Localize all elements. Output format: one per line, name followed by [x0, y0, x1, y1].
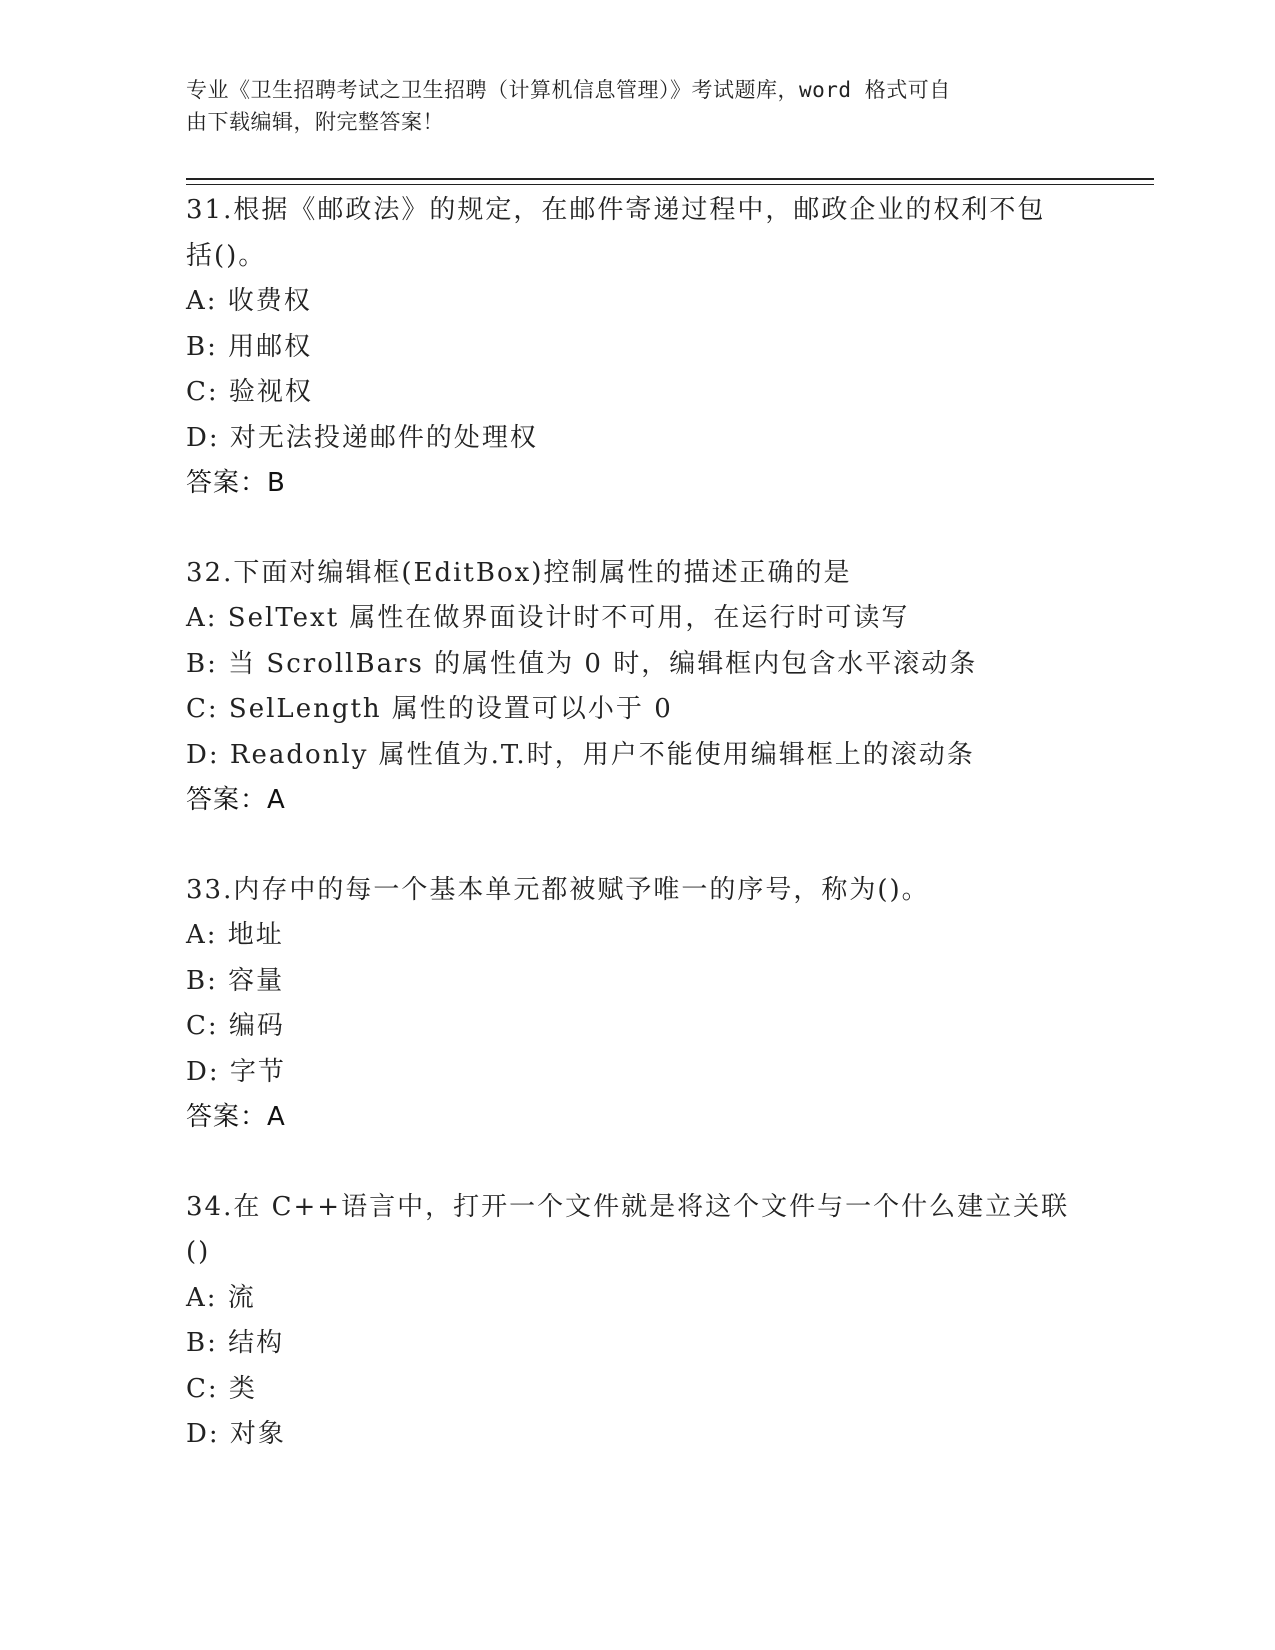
option-d: D: Readonly 属性值为.T.时，用户不能使用编辑框上的滚动条: [186, 739, 975, 770]
option-c: C: 编码: [186, 1011, 285, 1041]
document-header: [186, 74, 1066, 138]
option-c: C: 验视权: [186, 377, 313, 407]
option-a: A: 收费权: [186, 286, 312, 316]
answer-line: 答案：A: [186, 785, 286, 815]
header-divider-thick: [186, 178, 1154, 180]
option-d: D: 对象: [186, 1419, 286, 1449]
question-31: [186, 188, 1086, 507]
header-divider-thin: [186, 184, 1154, 185]
option-b: B: 用邮权: [186, 331, 313, 362]
header-line-1: 专业《卫生招聘考试之卫生招聘（计算机信息管理）》考试题库，word 格式可自: [186, 78, 951, 102]
option-d: D: 对无法投递邮件的处理权: [186, 422, 538, 453]
option-a: A: 地址: [186, 920, 284, 950]
option-b: B: 容量: [186, 965, 285, 996]
option-a: A: 流: [186, 1282, 256, 1313]
option-a: A: SelText 属性在做界面设计时不可用，在运行时可读写: [186, 603, 910, 633]
question-spacer: [186, 1141, 1086, 1185]
question-32: [186, 551, 1086, 824]
option-c: C: SelLength 属性的设置可以小于 0: [186, 694, 673, 724]
question-stem-line: 34.在 C++语言中，打开一个文件就是将这个文件与一个什么建立关联: [186, 1191, 1070, 1222]
question-spacer: [186, 824, 1086, 868]
question-stem-line: (): [186, 1237, 211, 1267]
option-b: B: 当 ScrollBars 的属性值为 0 时，编辑框内包含水平滚动条: [186, 648, 978, 679]
question-list: [186, 188, 1086, 1458]
option-d: D: 字节: [186, 1056, 286, 1087]
question-spacer: [186, 507, 1086, 551]
question-stem-line: 括()。: [186, 240, 267, 271]
question-34: [186, 1185, 1086, 1458]
question-stem-line: 33.内存中的每一个基本单元都被赋予唯一的序号，称为()。: [186, 874, 930, 905]
question-stem-line: 31.根据《邮政法》的规定，在邮件寄递过程中，邮政企业的权利不包: [186, 195, 1046, 225]
answer-line: 答案：A: [186, 1102, 286, 1132]
question-33: [186, 868, 1086, 1141]
question-stem-line: 32.下面对编辑框(EditBox)控制属性的描述正确的是: [186, 557, 852, 588]
option-b: B: 结构: [186, 1328, 285, 1358]
option-c: C: 类: [186, 1373, 257, 1404]
answer-line: 答案：B: [186, 468, 286, 498]
header-line-2: 由下载编辑，附完整答案！: [186, 110, 444, 134]
